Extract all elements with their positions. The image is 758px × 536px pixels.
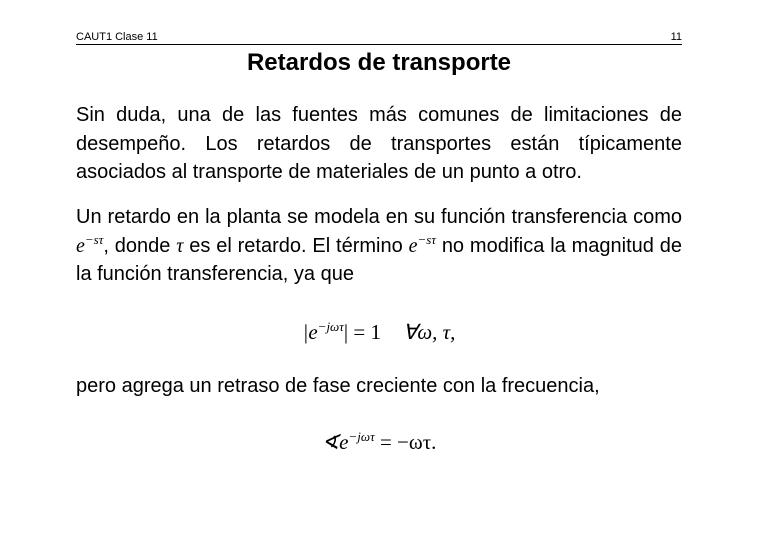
equation-exponent: −jωτ: [348, 429, 375, 444]
equation-lhs: |e: [302, 320, 318, 344]
equation-exponent: −jωτ: [317, 319, 344, 334]
equation-quantifier: ∀ω, τ,: [402, 320, 456, 344]
math-exponential: $e^{-s\tau}$: [408, 231, 436, 257]
paragraph-phase: pero agrega un retraso de fase creciente con la frecuencia,: [76, 375, 600, 397]
paragraph-text: es el retardo. El término: [183, 234, 409, 257]
equation-magnitude: [76, 318, 682, 346]
paragraph-text: no modifica la magnitud de la función transferencia, ya que: [76, 234, 683, 285]
paragraph-text: , donde: [103, 234, 177, 257]
header-course-label: CAUT1 Clase 11: [76, 31, 158, 43]
page-number: 11: [670, 31, 682, 43]
slide-title: Retardos de transporte: [246, 49, 512, 76]
equation-phase: [76, 428, 682, 456]
equation-rhs: | = 1: [343, 320, 381, 344]
math-tau: τ: [176, 234, 184, 257]
paragraph-intro: Sin duda, una de las fuentes más comunes de limitaciones de desempeño. Los retardos de transportes están típicamente asociados al transporte de materiales de un punto a otro.: [76, 104, 682, 183]
paragraph-text: Un retardo en la planta se modela en su función transferencia como: [76, 206, 682, 228]
paragraph-delay-model: [76, 203, 682, 289]
equation-rhs: = −ωτ.: [374, 430, 437, 454]
header-divider: [76, 44, 682, 45]
math-exponential: $e^{-s\tau}$: [76, 231, 104, 257]
equation-lhs: ∢e: [321, 430, 349, 454]
